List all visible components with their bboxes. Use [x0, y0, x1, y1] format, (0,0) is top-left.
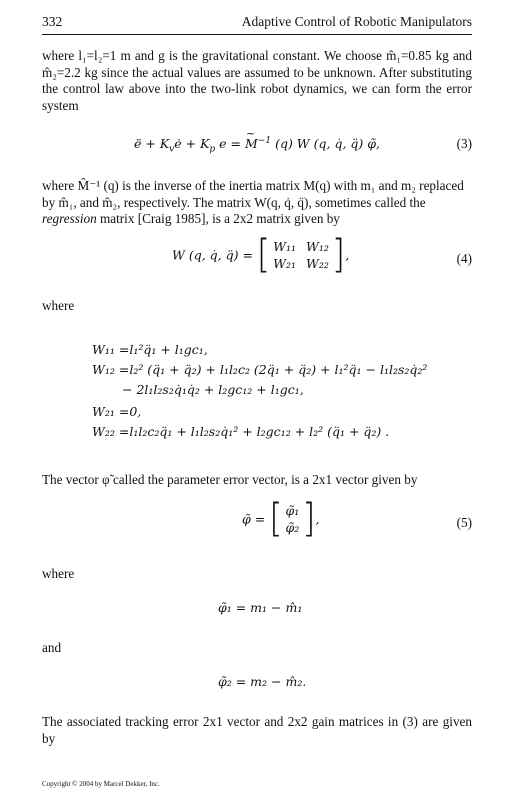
vector-phi: [ φ̃₁ φ̃₂ ]	[269, 496, 316, 542]
w12-equation-continued: − 2l₁l₂s₂q̇₁q̇₂ + l₂gc₁₂ + l₁gc₁,	[122, 382, 304, 397]
equation-phi2: φ̃₂ = m₂ − m̂₂.	[218, 674, 307, 689]
w12-equation: W₁₂ =l₂² (q̈₁ + q̈₂) + l₁l₂c₂ (2q̈₁ + q̈₂) + l₁²q̈₁ − l₁l₂s₂q̇₂²	[92, 362, 428, 377]
paragraph-parameter-error: The vector φ̃ called the parameter error vector, is a 2x1 vector given by	[42, 472, 418, 487]
copyright-footer: Copyright © 2004 by Marcel Dekker, Inc.	[42, 780, 160, 788]
text-line: where M̂⁻¹ (q) is the inverse of the inertia matrix M(q) with m₁ and m₂ replaced	[42, 178, 464, 193]
equation-5-body: φ̃ = [ φ̃₁ φ̃₂ ] ,	[242, 496, 320, 542]
equation-3-number: (3)	[456, 136, 472, 151]
equation-5-number: (5)	[456, 515, 472, 530]
equation-phi1: φ̃₁ = m₁ − m̂₁	[218, 600, 303, 615]
w22-equation: W₂₂ =l₁l₂c₂q̈₁ + l₁l₂s₂q̇₁² + l₂gc₁₂ + l₂² (q̈₁ + q̈₂) .	[92, 424, 390, 439]
text-line: regression matrix [Craig 1985], is a 2x2 matrix given by	[42, 211, 340, 227]
paragraph-inverse-inertia	[42, 178, 472, 228]
paragraph-intro: where l₁=l₂=1 m and g is the gravitational constant. We choose m̂₁=0.85 kg and m̂₂=2.2 kg since the actual values are assumed to be unknown. After substituting the control law above into the two-link robot dynamics, we can form the error system	[42, 48, 472, 113]
running-header	[42, 14, 472, 36]
paragraph-tracking-error: The associated tracking error 2x1 vector and 2x2 gain matrices in (3) are given by	[42, 714, 472, 746]
page-number: 332	[42, 14, 63, 29]
running-title: Adaptive Control of Robotic Manipulators	[241, 14, 472, 29]
label-and: and	[42, 640, 62, 655]
matrix-w: [ W₁₁ W₁₂ W₂₁ W₂₂ ]	[256, 232, 346, 278]
equation-3-body: ë + $K_vė + K_p$ e = ~ $M^{-1}$ (q) W (q, q̇, q̈) φ̃,	[134, 136, 380, 155]
label-where-1: where	[42, 298, 75, 313]
equation-4-body: W (q, q̇, q̈) = [ W₁₁ W₁₂ W₂₁ W₂₂ ] ,	[172, 232, 350, 278]
emphasis-regression: regression	[42, 211, 97, 227]
label-where-2: where	[42, 566, 75, 581]
text-line: by m̂₁, and m̂₂, respectively. The matrix W(q, q̇, q̈), sometimes called the	[42, 194, 426, 210]
equation-4-number: (4)	[456, 251, 472, 266]
equation-5	[42, 496, 472, 544]
w21-equation: W₂₁ =0,	[92, 404, 142, 419]
equation-4	[42, 232, 472, 280]
w11-equation: W₁₁ =l₁²q̈₁ + l₁gc₁,	[92, 342, 208, 357]
header-rule	[42, 34, 472, 35]
